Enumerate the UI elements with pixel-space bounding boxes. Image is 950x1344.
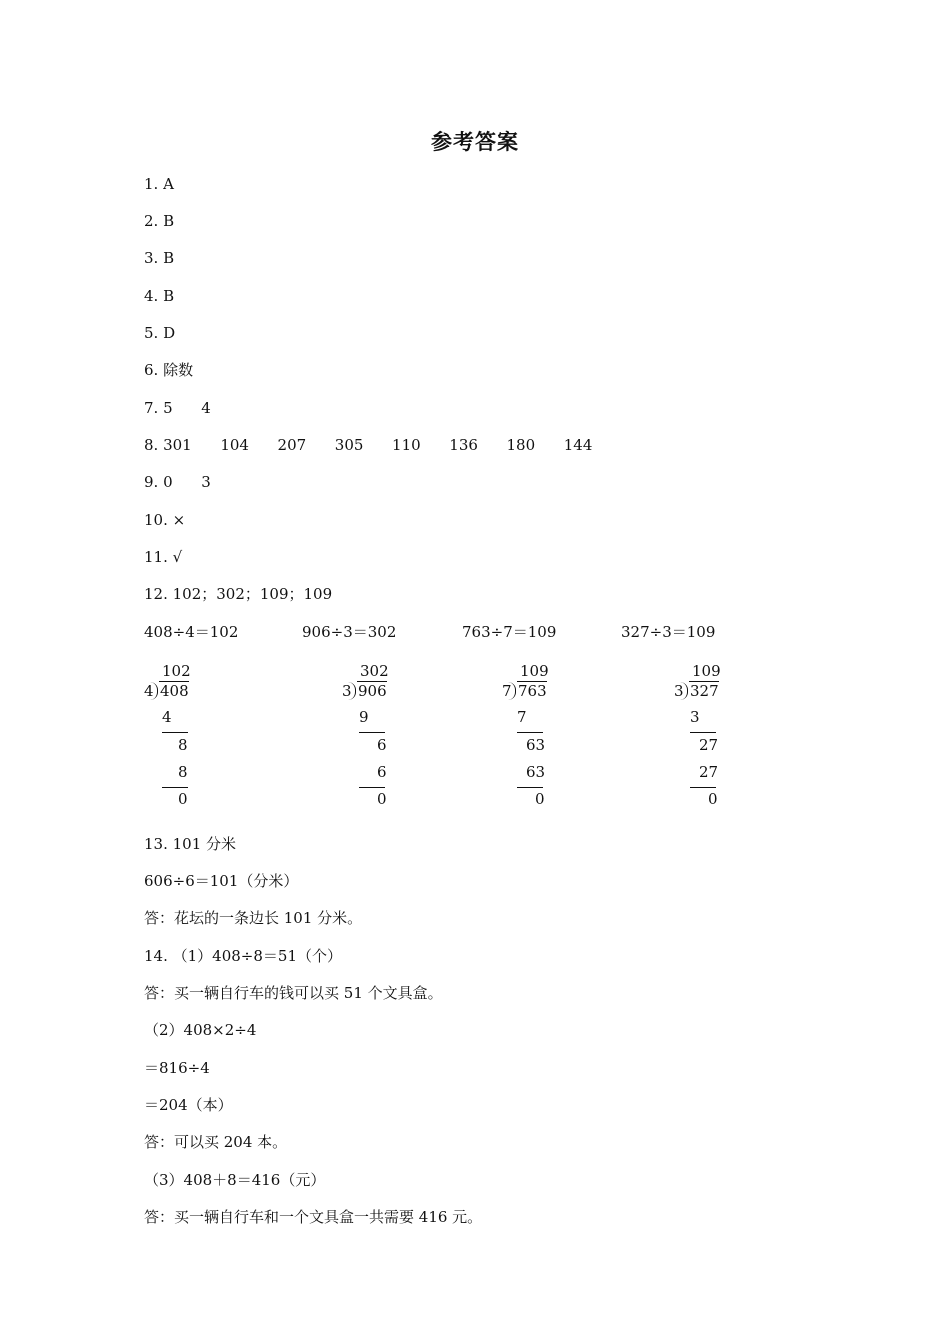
- quotient: 109: [692, 662, 721, 680]
- answer-5: 5. D: [144, 324, 176, 342]
- answer-4: 4. B: [144, 287, 175, 305]
- dividend: 327: [690, 682, 719, 700]
- answer-1: 1. A: [144, 175, 174, 193]
- step-product: 9: [359, 708, 369, 726]
- step-product: 7: [517, 708, 527, 726]
- answer-14-part1: 14. （1）408÷8＝51（个）: [144, 947, 342, 965]
- subtraction-line: [690, 732, 716, 733]
- step-remainder: 6: [377, 736, 387, 754]
- answer-6: 6. 除数: [144, 361, 194, 379]
- answer-13: 13. 101 分米: [144, 835, 237, 853]
- subtraction-line: [162, 787, 188, 788]
- subtraction-line: [162, 732, 188, 733]
- step-product: 27: [699, 763, 719, 781]
- answer-11: 11. √: [144, 548, 183, 566]
- dividend: 906: [358, 682, 387, 700]
- step-product: 4: [162, 708, 172, 726]
- step-remainder: 27: [699, 736, 719, 754]
- subtraction-line: [517, 787, 543, 788]
- answer-7: 7. 5 4: [144, 399, 211, 417]
- equation-4: 327÷3＝109: [621, 623, 716, 641]
- subtraction-line: [359, 732, 385, 733]
- answer-9: 9. 0 3: [144, 473, 211, 491]
- divisor: 4: [144, 682, 154, 700]
- final-remainder: 0: [535, 790, 545, 808]
- final-remainder: 0: [178, 790, 188, 808]
- subtraction-line: [517, 732, 543, 733]
- final-remainder: 0: [708, 790, 718, 808]
- step-remainder: 8: [178, 736, 188, 754]
- answer-10: 10. ×: [144, 511, 186, 529]
- long-division-2: [342, 662, 422, 812]
- step-product: 8: [178, 763, 188, 781]
- equation-1: 408÷4＝102: [144, 623, 239, 641]
- division-bracket: [150, 682, 158, 700]
- equation-3: 763÷7＝109: [462, 623, 557, 641]
- quotient: 109: [520, 662, 549, 680]
- solution-13-calc: 606÷6＝101（分米）: [144, 872, 299, 890]
- step-product: 63: [526, 763, 546, 781]
- answer-8: 8. 301 104 207 305 110 136 180 144: [144, 436, 593, 454]
- divisor: 3: [342, 682, 352, 700]
- division-bracket: [508, 682, 516, 700]
- step-remainder: 63: [526, 736, 546, 754]
- step-product: 6: [377, 763, 387, 781]
- solution-14-part3-answer: 答：买一辆自行车和一个文具盒一共需要 416 元。: [144, 1208, 483, 1226]
- answer-2: 2. B: [144, 212, 175, 230]
- long-division-4: [674, 662, 754, 812]
- dividend: 763: [518, 682, 547, 700]
- dividend: 408: [160, 682, 189, 700]
- solution-14-part2-step2: ＝204（本）: [144, 1096, 233, 1114]
- step-product: 3: [690, 708, 700, 726]
- divisor: 7: [502, 682, 512, 700]
- answer-14-part3: （3）408＋8＝416（元）: [144, 1171, 326, 1189]
- equation-2: 906÷3＝302: [302, 623, 397, 641]
- solution-13-answer: 答：花坛的一条边长 101 分米。: [144, 909, 363, 927]
- division-bracket: [348, 682, 356, 700]
- solution-14-part1-answer: 答：买一辆自行车的钱可以买 51 个文具盒。: [144, 984, 443, 1002]
- answer-3: 3. B: [144, 249, 175, 267]
- quotient: 302: [360, 662, 389, 680]
- long-division-1: [144, 662, 224, 812]
- page-title: 参考答案: [431, 130, 519, 154]
- division-bracket: [680, 682, 688, 700]
- quotient: 102: [162, 662, 191, 680]
- long-division-3: [502, 662, 582, 812]
- final-remainder: 0: [377, 790, 387, 808]
- subtraction-line: [359, 787, 385, 788]
- answer-14-part2: （2）408×2÷4: [144, 1021, 257, 1039]
- subtraction-line: [690, 787, 716, 788]
- divisor: 3: [674, 682, 684, 700]
- solution-14-part2-step1: ＝816÷4: [144, 1059, 210, 1077]
- answer-12: 12. 102；302；109；109: [144, 585, 333, 603]
- solution-14-part2-answer: 答：可以买 204 本。: [144, 1133, 288, 1151]
